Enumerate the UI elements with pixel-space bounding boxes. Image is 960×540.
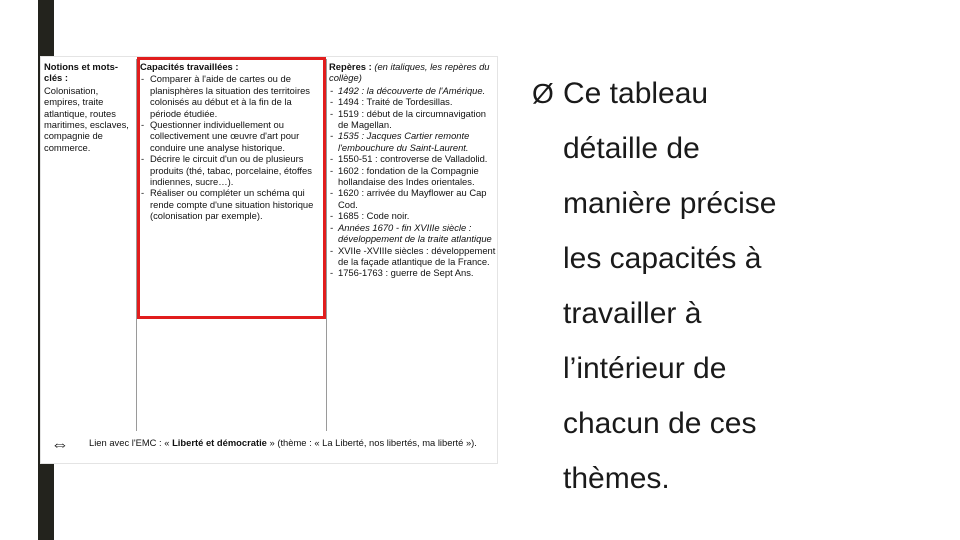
- slide-text-content: manière précise: [563, 187, 777, 220]
- slide-text-line: [532, 286, 942, 341]
- notions-column: [44, 61, 136, 153]
- capacite-item: - Réaliser ou compléter un schéma qui rende compte d'une situation historique (colonisation par exemple).: [140, 187, 325, 221]
- notions-header: Notions et mots-clés :: [44, 61, 118, 84]
- emc-link: [51, 434, 495, 454]
- slide-text-line: [532, 451, 942, 506]
- slide-text-line: [532, 66, 942, 121]
- reperes-list: [329, 85, 497, 279]
- emc-prefix: Lien avec l'EMC : «: [89, 437, 173, 448]
- slide-bullet-text: [532, 66, 942, 506]
- repere-item: - 1685 : Code noir.: [329, 210, 497, 221]
- capacites-list: [140, 73, 325, 221]
- slide-text-content: l’intérieur de: [563, 352, 727, 385]
- capacites-header: Capacités travaillées :: [140, 61, 239, 72]
- slide-text-content: chacun de ces: [563, 407, 757, 440]
- reperes-column: [329, 61, 497, 279]
- repere-item: - XVIIe -XVIIIe siècles : développement de la façade atlantique de la France.: [329, 245, 497, 268]
- column-divider: [136, 59, 137, 431]
- repere-item: - 1492 : la découverte de l'Amérique.: [329, 85, 497, 96]
- repere-item: - 1602 : fondation de la Compagnie hollandaise des Indes orientales.: [329, 165, 497, 188]
- repere-item: - Années 1670 - fin XVIIIe siècle : développement de la traite atlantique: [329, 222, 497, 245]
- slide-text-line: [532, 396, 942, 451]
- slide-text-content: détaille de: [563, 132, 700, 165]
- slide-text-line: [532, 341, 942, 396]
- repere-item: - 1519 : début de la circumnavigation de Magellan.: [329, 108, 497, 131]
- slide-text-content: thèmes.: [563, 462, 670, 495]
- program-table-image: [40, 56, 498, 464]
- slide-text-content: les capacités à: [563, 242, 762, 275]
- repere-item: - 1620 : arrivée du Mayflower au Cap Cod.: [329, 187, 497, 210]
- reperes-header-note: (en italiques, les repères du collège): [329, 61, 490, 84]
- capacite-item: - Décrire le circuit d'un ou de plusieurs produits (thé, tabac, porcelaine, étoffes indiennes, sucre…).: [140, 153, 325, 187]
- emc-theme: Liberté et démocratie: [172, 437, 267, 448]
- slide-text-line: [532, 176, 942, 231]
- double-arrow-icon: ⇔: [51, 434, 69, 454]
- column-divider: [326, 59, 327, 431]
- capacites-column: [140, 61, 325, 222]
- capacite-item: - Questionner individuellement ou collectivement une œuvre d'art pour conduire une analyse historique.: [140, 119, 325, 153]
- slide-text-line: [532, 121, 942, 176]
- repere-item: - 1756-1763 : guerre de Sept Ans.: [329, 267, 497, 278]
- capacite-item: - Comparer à l'aide de cartes ou de planisphères la situation des territoires colonisés au début et à la fin de la période étudiée.: [140, 73, 325, 119]
- emc-suffix: » (thème : « La Liberté, nos libertés, ma liberté »).: [266, 437, 477, 448]
- notions-text: Colonisation, empires, traite atlantique, routes maritimes, esclaves, compagnie de commerce.: [44, 84, 129, 153]
- slide-text-content: travailler à: [563, 297, 702, 330]
- repere-item: - 1550-51 : controverse de Valladolid.: [329, 153, 497, 164]
- emc-text: [51, 437, 495, 449]
- repere-item: - 1494 : Traité de Tordesillas.: [329, 96, 497, 107]
- slide-text-content: Ce tableau: [563, 77, 709, 110]
- reperes-header: [329, 61, 497, 84]
- reperes-header-label: Repères :: [329, 61, 372, 72]
- repere-item: - 1535 : Jacques Cartier remonte l'embouchure du Saint-Laurent.: [329, 130, 497, 153]
- arrow-bullet-icon: Ø: [532, 78, 554, 109]
- slide-text-line: [532, 231, 942, 286]
